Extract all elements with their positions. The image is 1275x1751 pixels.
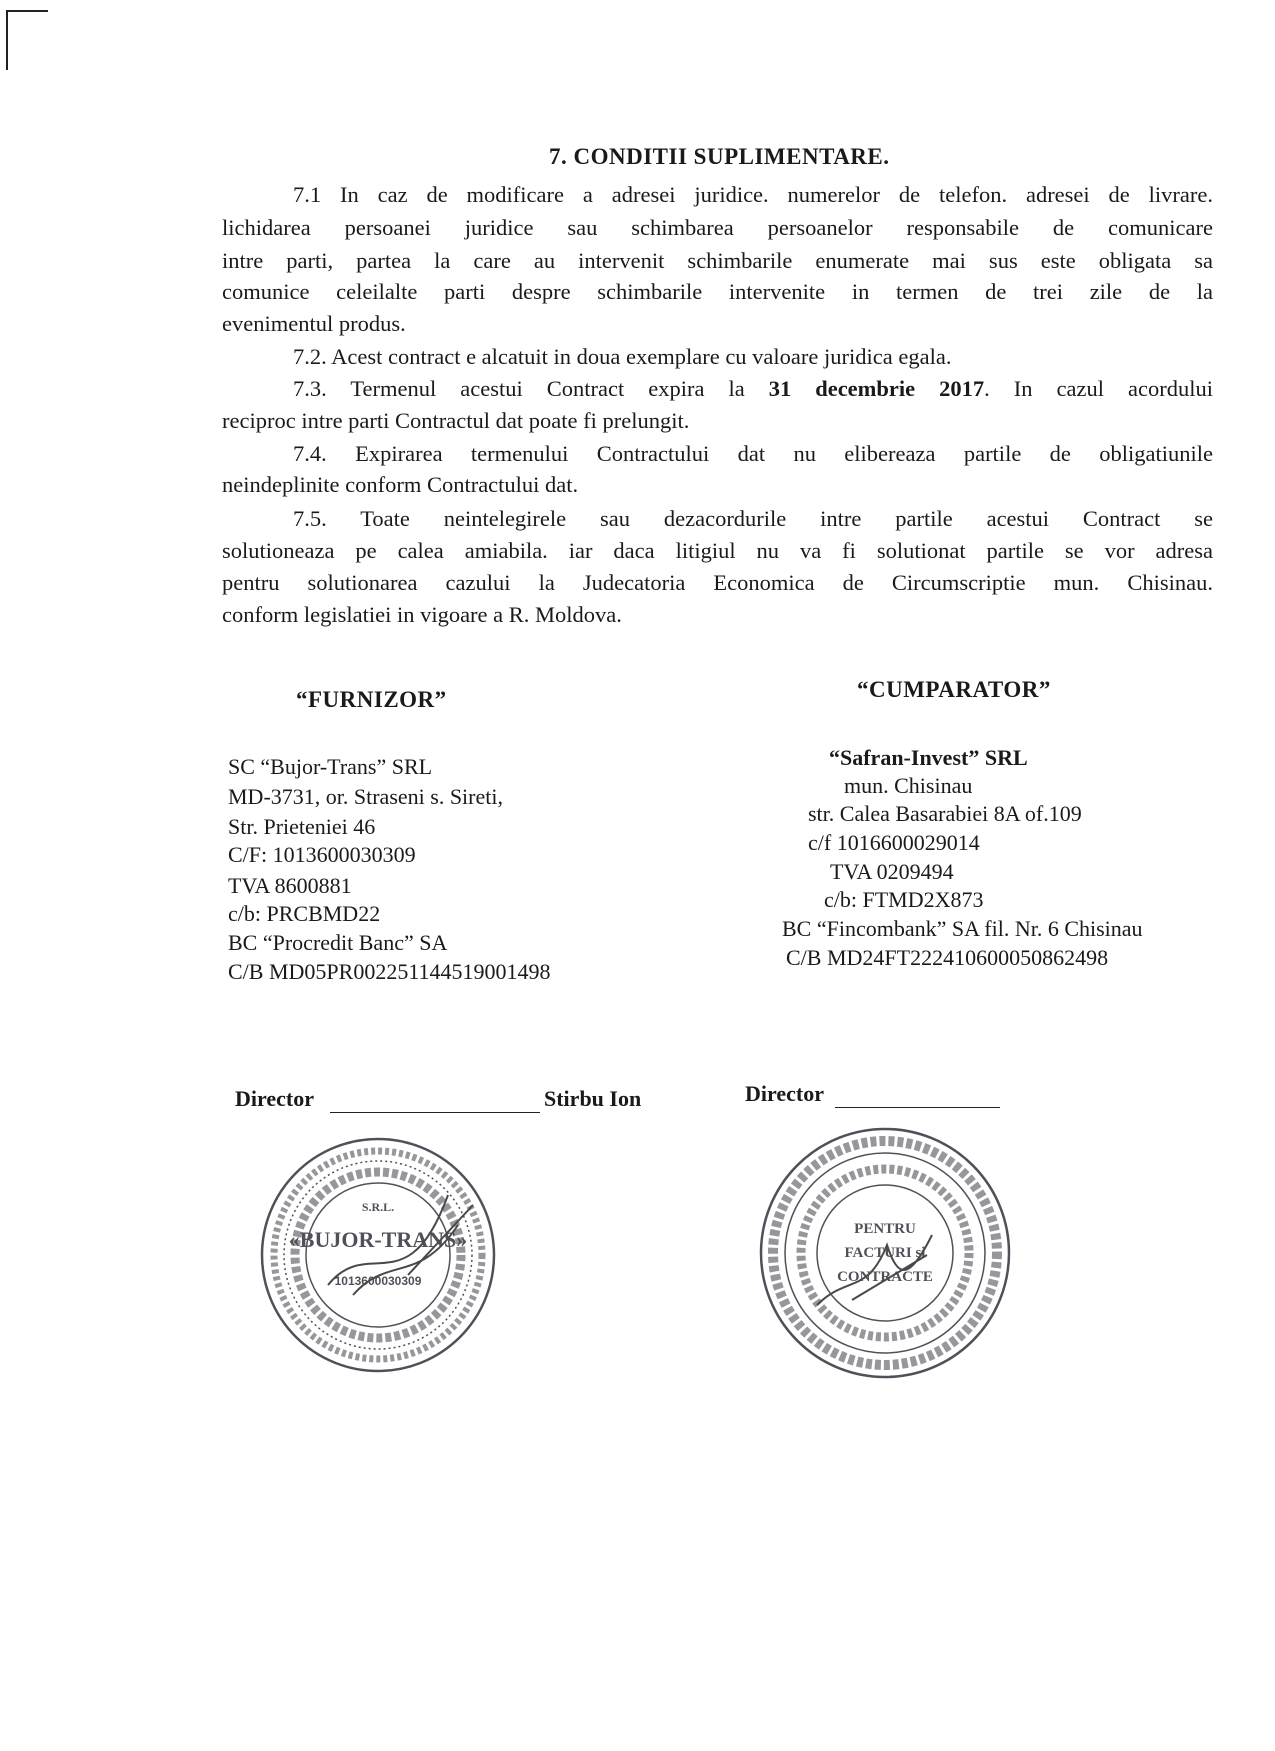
stamp-idno: 1013600030309: [334, 1274, 422, 1288]
stamp-center-top: S.R.L.: [361, 1200, 395, 1214]
scan-edge-mark: [6, 10, 8, 70]
paragraph-line: 7.1 In caz de modificare a adresei juridice. numerelor de telefon. adresei de livrare.: [293, 182, 1213, 207]
stamp-outer-lettering-ring: [274, 1151, 482, 1359]
supplier-line: Str. Prieteniei 46: [228, 814, 376, 839]
buyer-line: str. Calea Basarabiei 8A of.109: [808, 801, 1082, 826]
paragraph-line-7-3: [293, 376, 1213, 402]
section-title: 7. CONDITII SUPLIMENTARE.: [549, 144, 890, 169]
buyer-line: C/B MD24FT222410600050862498: [786, 945, 1109, 970]
supplier-line: BC “Procredit Banc” SA: [228, 930, 448, 955]
paragraph-line: 7.5. Toate neintelegirele sau dezacordurile intre partile acestui Contract se: [293, 506, 1213, 531]
paragraph-line: neindeplinite conform Contractului dat.: [222, 472, 579, 497]
supplier-stamp: [258, 1135, 498, 1375]
text: . In cazul acordului: [984, 376, 1213, 401]
buyer-heading: “CUMPARATOR”: [857, 677, 1051, 702]
stamp-center-name: «BUJOR-TRANS»: [288, 1227, 468, 1252]
supplier-line: c/b: PRCBMD22: [228, 901, 381, 926]
supplier-line: MD-3731, or. Straseni s. Sireti,: [228, 784, 503, 809]
paragraph-line: 7.4. Expirarea termenului Contractului dat nu elibereaza partile de obligatiunile: [293, 441, 1213, 466]
paragraph-line: conform legislatiei in vigoare a R. Moldova.: [222, 602, 622, 627]
scan-edge-mark: [6, 10, 48, 12]
paragraph-line: 7.2. Acest contract e alcatuit in doua exemplare cu valoare juridica egala.: [293, 344, 952, 369]
paragraph-line: lichidarea persoanei juridice sau schimbarea persoanelor responsabile de comunicare: [222, 215, 1213, 240]
paragraph-line: intre parti, partea la care au intervenit schimbarile enumerate mai sus este obligata sa: [222, 248, 1213, 273]
stamp-inner-lettering-ring: [295, 1172, 461, 1338]
supplier-line: TVA 8600881: [228, 873, 352, 898]
paragraph-line: solutioneaza pe calea amiabila. iar daca litigiul nu va fi solutionat partile se vor adresa: [222, 538, 1213, 563]
expiry-date: 31 decembrie 2017: [768, 376, 985, 401]
buyer-signature-line: [835, 1107, 1000, 1108]
text: 7.3. Termenul acestui Contract expira la: [293, 376, 769, 401]
buyer-stamp: [757, 1125, 1013, 1381]
buyer-line: c/b: FTMD2X873: [824, 887, 984, 912]
buyer-name: “Safran-Invest” SRL: [829, 745, 1028, 770]
paragraph-line: reciproc intre parti Contractul dat poate fi prelungit.: [222, 408, 690, 433]
paragraph-line: comunice celeilalte parti despre schimbarile intervenite in termen de trei zile de la: [222, 279, 1213, 304]
stamp-center-line: PENTRU: [854, 1221, 916, 1237]
stamp-center-line: FACTURI si: [844, 1245, 926, 1261]
supplier-heading: “FURNIZOR”: [296, 687, 447, 712]
buyer-line: mun. Chisinau: [844, 773, 973, 798]
supplier-line: SC “Bujor-Trans” SRL: [228, 754, 433, 779]
supplier-signature-line: [330, 1112, 540, 1113]
supplier-line: C/B MD05PR002251144519001498: [228, 959, 551, 984]
stamp-center-line: CONTRACTE: [837, 1269, 933, 1285]
supplier-line: C/F: 1013600030309: [228, 842, 416, 867]
paragraph-line: pentru solutionarea cazului la Judecatoria Economica de Circumscriptie mun. Chisinau.: [222, 570, 1213, 595]
buyer-line: TVA 0209494: [830, 859, 954, 884]
buyer-line: c/f 1016600029014: [808, 830, 980, 855]
buyer-signature-label: Director: [745, 1081, 824, 1106]
supplier-signatory: Stirbu Ion: [544, 1086, 642, 1111]
buyer-line: BC “Fincombank” SA fil. Nr. 6 Chisinau: [782, 916, 1143, 941]
paragraph-line: evenimentul produs.: [222, 311, 406, 336]
supplier-signature-label: Director: [235, 1086, 314, 1111]
